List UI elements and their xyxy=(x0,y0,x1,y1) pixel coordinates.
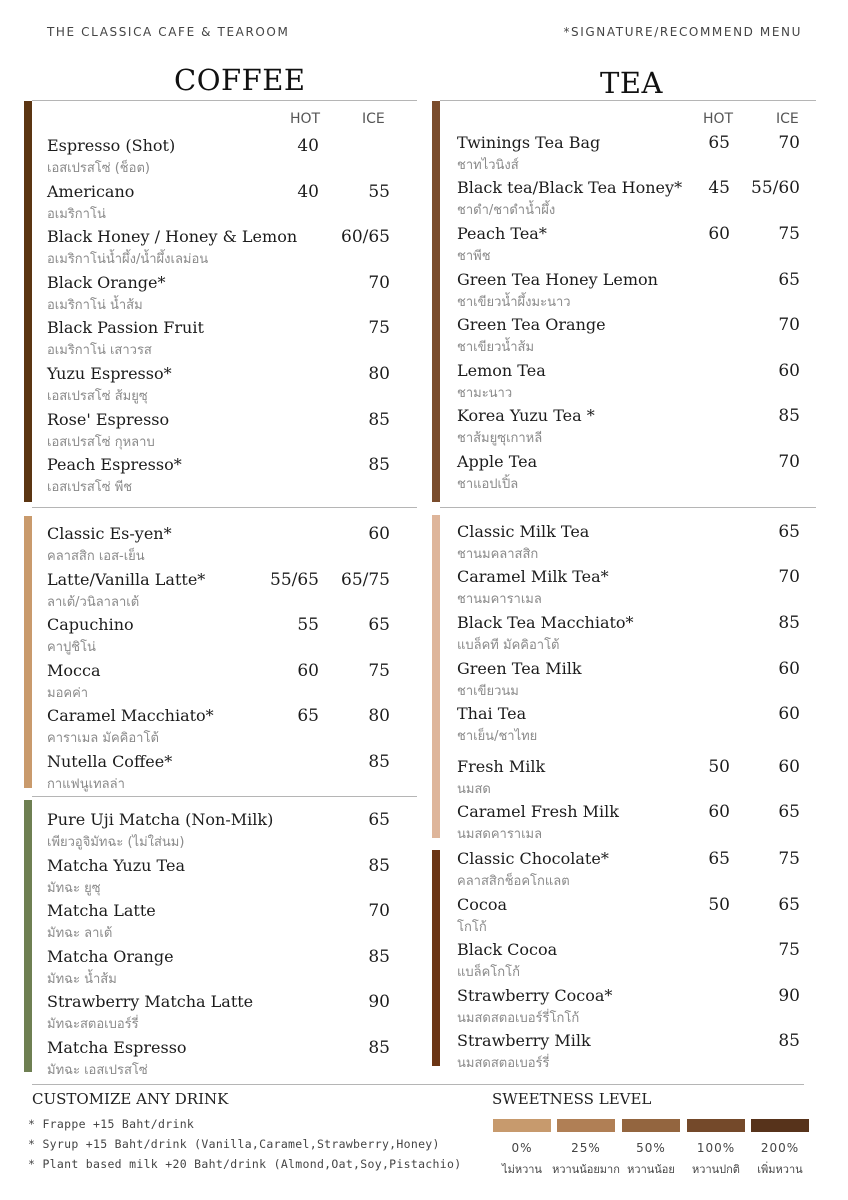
item-thai-name: นมสดสตอเบอร์รี่โกโก้ xyxy=(457,1011,580,1026)
item-thai-name: คลาสสิก เอส-เย็น xyxy=(47,549,145,564)
sweetness-percent: 200% xyxy=(760,1141,800,1155)
sweetness-thai-label: หวานปกติ xyxy=(692,1163,740,1176)
item-name: Strawberry Matcha Latte xyxy=(47,992,254,1011)
item-name: Classic Es-yen* xyxy=(47,524,172,543)
item-name: Americano xyxy=(47,182,135,201)
sweetness-swatch xyxy=(557,1119,615,1132)
menu-item xyxy=(457,178,802,223)
ice-price: 85 xyxy=(368,1038,390,1058)
item-thai-name: มัทฉะ เอสเปรสโซ่ xyxy=(47,1063,148,1078)
menu-item xyxy=(47,661,392,706)
item-name: Matcha Latte xyxy=(47,901,156,920)
ice-price: 85 xyxy=(778,613,800,633)
item-thai-name: มัทฉะ น้ำส้ม xyxy=(47,972,117,987)
item-thai-name: นมสดสตอเบอร์รี่ xyxy=(457,1056,550,1071)
item-thai-name: นมสด xyxy=(457,782,491,797)
item-name: Fresh Milk xyxy=(457,757,546,776)
coffee-group-1-color-bar xyxy=(24,101,32,502)
sweetness-thai-label: หวานน้อยมาก xyxy=(552,1163,620,1176)
item-thai-name: กาแฟนูเทลล่า xyxy=(47,777,125,792)
ice-price: 70 xyxy=(368,901,390,921)
item-thai-name: มัทฉะ ลาเต้ xyxy=(47,926,113,941)
item-name: Nutella Coffee* xyxy=(47,752,173,771)
item-name: Matcha Orange xyxy=(47,947,174,966)
sweetness-title: SWEETNESS LEVEL xyxy=(492,1090,652,1108)
ice-price: 70 xyxy=(778,315,800,335)
item-name: Strawberry Milk xyxy=(457,1031,591,1050)
item-thai-name: ชาทไวนิงส์ xyxy=(457,158,519,173)
menu-item xyxy=(457,613,802,658)
item-name: Twinings Tea Bag xyxy=(457,133,601,152)
tea-group-3-color-bar xyxy=(432,850,440,1066)
coffee-group-3-color-bar xyxy=(24,800,32,1072)
item-name: Black Passion Fruit xyxy=(47,318,204,337)
item-name: Strawberry Cocoa* xyxy=(457,986,613,1005)
hot-price: 40 xyxy=(297,136,319,156)
menu-item xyxy=(47,706,392,751)
menu-item xyxy=(457,659,802,704)
menu-item xyxy=(47,318,392,363)
item-name: Classic Milk Tea xyxy=(457,522,590,541)
ice-price: 70 xyxy=(778,452,800,472)
menu-item xyxy=(47,901,392,946)
tea-hot-header: HOT xyxy=(703,111,734,127)
item-thai-name: ชาส้มยูซุเกาหลี xyxy=(457,431,543,446)
ice-price: 70 xyxy=(778,133,800,153)
ice-price: 75 xyxy=(368,318,390,338)
menu-item xyxy=(47,992,392,1037)
sweetness-thai-label: เพิ่มหวาน xyxy=(757,1163,803,1176)
sweetness-thai-label: ไม่หวาน xyxy=(502,1163,542,1176)
item-name: Black Cocoa xyxy=(457,940,558,959)
ice-price: 65 xyxy=(778,895,800,915)
hot-price: 40 xyxy=(297,182,319,202)
item-thai-name: ชาพีช xyxy=(457,249,491,264)
menu-item xyxy=(47,1038,392,1083)
ice-price: 85 xyxy=(778,406,800,426)
coffee-top-rule xyxy=(32,100,417,101)
item-thai-name: แบล็คที มัคคิอาโต้ xyxy=(457,638,560,653)
menu-item xyxy=(457,757,802,802)
item-thai-name: ลาเต้/วนิลาลาเต้ xyxy=(47,595,140,610)
item-name: Green Tea Honey Lemon xyxy=(457,270,658,289)
menu-item xyxy=(47,410,392,455)
sweetness-percent: 50% xyxy=(636,1141,666,1155)
item-thai-name: แบล็คโกโก้ xyxy=(457,965,521,980)
item-name: Matcha Yuzu Tea xyxy=(47,856,185,875)
item-thai-name: คาราเมล มัคคิอาโต้ xyxy=(47,731,159,746)
customize-plant-milk: * Plant based milk +20 Baht/drink (Almond,Oat,Soy,Pistachio) xyxy=(28,1157,462,1171)
tea-title: TEA xyxy=(600,66,663,100)
menu-item xyxy=(457,270,802,315)
item-name: Korea Yuzu Tea * xyxy=(457,406,595,425)
item-name: Black Tea Macchiato* xyxy=(457,613,634,632)
item-name: Espresso (Shot) xyxy=(47,136,176,155)
item-thai-name: อเมริกาโน่ น้ำส้ม xyxy=(47,298,143,313)
item-thai-name: คลาสสิกช็อคโกแลต xyxy=(457,874,570,889)
item-name: Latte/Vanilla Latte* xyxy=(47,570,206,589)
item-name: Caramel Milk Tea* xyxy=(457,567,609,586)
ice-price: 80 xyxy=(368,706,390,726)
item-thai-name: อเมริกาโน่น้ำผึ้ง/น้ำผึ้งเลม่อน xyxy=(47,252,209,267)
sweetness-percent: 100% xyxy=(696,1141,736,1155)
item-name: Caramel Fresh Milk xyxy=(457,802,619,821)
item-thai-name: เอสเปรสโซ่ (ช็อต) xyxy=(47,161,150,176)
hot-price: 50 xyxy=(708,757,730,777)
sweetness-thai-label: หวานน้อย xyxy=(627,1163,675,1176)
item-thai-name: ชาดำ/ชาดำน้ำผึ้ง xyxy=(457,203,556,218)
item-name: Apple Tea xyxy=(457,452,538,471)
item-name: Black Orange* xyxy=(47,273,166,292)
menu-item xyxy=(47,752,392,797)
ice-price: 55/60 xyxy=(751,178,800,198)
hot-price: 65 xyxy=(708,849,730,869)
ice-price: 65/75 xyxy=(341,570,390,590)
menu-item xyxy=(457,986,802,1031)
coffee-hot-header: HOT xyxy=(290,111,321,127)
coffee-ice-header: ICE xyxy=(362,111,385,127)
item-name: Thai Tea xyxy=(457,704,527,723)
menu-item xyxy=(457,704,802,749)
sweetness-swatch xyxy=(622,1119,680,1132)
item-thai-name: คาปูชิโน่ xyxy=(47,640,96,655)
customize-title: CUSTOMIZE ANY DRINK xyxy=(32,1090,229,1108)
hot-price: 45 xyxy=(708,178,730,198)
menu-item xyxy=(47,182,392,227)
menu-item xyxy=(47,570,392,615)
item-thai-name: เอสเปรสโซ่ ส้มยูซุ xyxy=(47,389,148,404)
sweetness-swatch xyxy=(687,1119,745,1132)
ice-price: 85 xyxy=(778,1031,800,1051)
item-thai-name: ชานมคลาสสิก xyxy=(457,547,539,562)
ice-price: 85 xyxy=(368,455,390,475)
ice-price: 65 xyxy=(368,810,390,830)
sweetness-swatch xyxy=(751,1119,809,1132)
ice-price: 65 xyxy=(778,522,800,542)
item-thai-name: ชาเขียวน้ำส้ม xyxy=(457,340,535,355)
ice-price: 60 xyxy=(778,704,800,724)
item-name: Black tea/Black Tea Honey* xyxy=(457,178,683,197)
hot-price: 55 xyxy=(297,615,319,635)
item-name: Cocoa xyxy=(457,895,508,914)
item-name: Pure Uji Matcha (Non-Milk) xyxy=(47,810,274,829)
menu-item xyxy=(457,895,802,940)
sweetness-swatch xyxy=(493,1119,551,1132)
menu-item xyxy=(47,455,392,500)
item-name: Capuchino xyxy=(47,615,134,634)
item-thai-name: ชานมคาราเมล xyxy=(457,592,542,607)
ice-price: 75 xyxy=(778,224,800,244)
ice-price: 55 xyxy=(368,182,390,202)
ice-price: 60 xyxy=(778,757,800,777)
ice-price: 70 xyxy=(778,567,800,587)
hot-price: 65 xyxy=(297,706,319,726)
item-name: Black Honey / Honey & Lemon xyxy=(47,227,298,246)
item-name: Classic Chocolate* xyxy=(457,849,609,868)
item-thai-name: ชามะนาว xyxy=(457,386,513,401)
item-name: Green Tea Orange xyxy=(457,315,606,334)
coffee-divider-1 xyxy=(32,507,417,508)
ice-price: 75 xyxy=(778,940,800,960)
customize-syrup: * Syrup +15 Baht/drink (Vanilla,Caramel,Strawberry,Honey) xyxy=(28,1137,440,1151)
menu-item xyxy=(457,406,802,451)
ice-price: 85 xyxy=(368,752,390,772)
item-name: Green Tea Milk xyxy=(457,659,582,678)
ice-price: 75 xyxy=(368,661,390,681)
tea-group-2-color-bar xyxy=(432,515,440,838)
customize-frappe: * Frappe +15 Baht/drink xyxy=(28,1117,195,1131)
item-thai-name: เอสเปรสโซ่ กุหลาบ xyxy=(47,435,155,450)
cafe-name: THE CLASSICA CAFE & TEAROOM xyxy=(47,25,290,39)
menu-item xyxy=(457,849,802,894)
menu-item xyxy=(457,802,802,847)
menu-item xyxy=(47,364,392,409)
tea-divider-1 xyxy=(440,507,816,508)
item-thai-name: ชาแอปเปิ้ล xyxy=(457,477,519,492)
ice-price: 85 xyxy=(368,856,390,876)
signature-note: *SIGNATURE/RECOMMEND MENU xyxy=(563,25,802,39)
item-name: Peach Tea* xyxy=(457,224,547,243)
ice-price: 90 xyxy=(778,986,800,1006)
ice-price: 60 xyxy=(368,524,390,544)
item-thai-name: มัทฉะสตอเบอร์รี่ xyxy=(47,1017,139,1032)
menu-item xyxy=(457,452,802,497)
menu-item xyxy=(457,224,802,269)
ice-price: 65 xyxy=(368,615,390,635)
item-name: Peach Espresso* xyxy=(47,455,182,474)
menu-item xyxy=(47,615,392,660)
item-thai-name: เพียวอูจิมัทฉะ (ไม่ใส่นม) xyxy=(47,835,185,850)
ice-price: 65 xyxy=(778,802,800,822)
sweetness-percent: 0% xyxy=(511,1141,533,1155)
ice-price: 85 xyxy=(368,947,390,967)
item-thai-name: ชาเย็น/ชาไทย xyxy=(457,729,538,744)
sweetness-percent: 25% xyxy=(571,1141,601,1155)
menu-item xyxy=(47,273,392,318)
menu-item xyxy=(47,856,392,901)
item-name: Matcha Espresso xyxy=(47,1038,187,1057)
coffee-title: COFFEE xyxy=(174,63,306,97)
item-thai-name: อเมริกาโน่ เสาวรส xyxy=(47,343,152,358)
ice-price: 70 xyxy=(368,273,390,293)
item-thai-name: มอคค่า xyxy=(47,686,89,701)
ice-price: 80 xyxy=(368,364,390,384)
hot-price: 65 xyxy=(708,133,730,153)
ice-price: 60/65 xyxy=(341,227,390,247)
menu-item xyxy=(47,810,392,855)
hot-price: 60 xyxy=(297,661,319,681)
item-name: Mocca xyxy=(47,661,101,680)
hot-price: 60 xyxy=(708,802,730,822)
menu-item xyxy=(47,136,392,181)
menu-item xyxy=(457,361,802,406)
item-name: Yuzu Espresso* xyxy=(47,364,172,383)
footer-rule xyxy=(32,1084,804,1085)
ice-price: 60 xyxy=(778,361,800,381)
tea-top-rule xyxy=(440,100,816,101)
item-name: Rose' Espresso xyxy=(47,410,170,429)
tea-group-1-color-bar xyxy=(432,101,440,502)
menu-item xyxy=(457,940,802,985)
item-name: Lemon Tea xyxy=(457,361,546,380)
ice-price: 65 xyxy=(778,270,800,290)
tea-ice-header: ICE xyxy=(776,111,799,127)
item-thai-name: ชาเขียวนม xyxy=(457,684,519,699)
menu-item xyxy=(457,1031,802,1076)
menu-item xyxy=(457,522,802,567)
item-thai-name: อเมริกาโน่ xyxy=(47,207,106,222)
hot-price: 60 xyxy=(708,224,730,244)
menu-item xyxy=(457,133,802,178)
item-thai-name: นมสดคาราเมล xyxy=(457,827,543,842)
menu-item xyxy=(457,315,802,360)
menu-item xyxy=(47,227,392,272)
hot-price: 50 xyxy=(708,895,730,915)
menu-item xyxy=(457,567,802,612)
ice-price: 85 xyxy=(368,410,390,430)
hot-price: 55/65 xyxy=(270,570,319,590)
menu-item xyxy=(47,947,392,992)
ice-price: 60 xyxy=(778,659,800,679)
item-thai-name: เอสเปรสโซ่ พีช xyxy=(47,480,133,495)
ice-price: 75 xyxy=(778,849,800,869)
menu-item xyxy=(47,524,392,569)
item-thai-name: ชาเขียวน้ำผึ้งมะนาว xyxy=(457,295,571,310)
item-name: Caramel Macchiato* xyxy=(47,706,214,725)
ice-price: 90 xyxy=(368,992,390,1012)
item-thai-name: โกโก้ xyxy=(457,920,487,935)
item-thai-name: มัทฉะ ยูซุ xyxy=(47,881,101,896)
coffee-group-2-color-bar xyxy=(24,516,32,788)
